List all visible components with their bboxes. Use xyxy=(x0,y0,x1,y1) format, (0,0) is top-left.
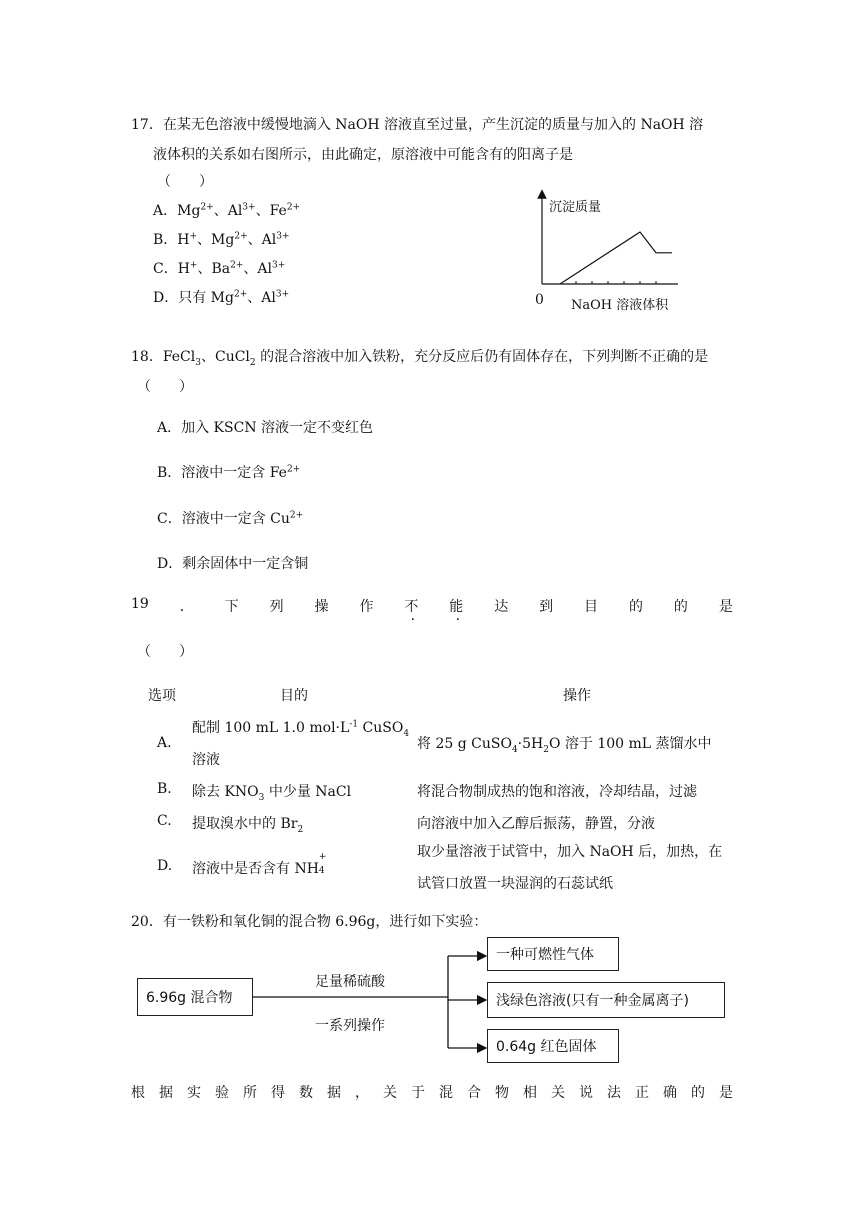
q18-option-b: B．溶液中一定含 $Fe^{2+}$ xyxy=(157,464,301,481)
q20-arrows xyxy=(250,950,495,1060)
q17-option-d: D．只有 $Mg^{2+}$、$Al^{3+}$ xyxy=(153,289,290,306)
q19-row-a-operation: 将 25 g $CuSO_4\cdot 5H_2O$ 溶于 100 mL 蒸馏水中 xyxy=(417,736,712,755)
q20-start-box: 6.96g 混合物 xyxy=(137,978,253,1016)
q20-output-solid: 0.64g 红色固体 xyxy=(487,1029,619,1063)
q20-process-label: 一系列操作 xyxy=(315,1018,385,1034)
q17-option-a: A．$Mg^{2+}$、$Al^{3+}$、$Fe^{2+}$ xyxy=(153,202,301,219)
q20-output-solution: 浅绿色溶液(只有一种金属离子) xyxy=(487,982,725,1018)
q17-option-b: B．H+、$Mg^{2+}$、$Al^{3+}$ xyxy=(153,231,290,248)
q19-emphasis-char: 能 . xyxy=(449,596,463,616)
q19-row-a-goal: 配制 100 mL 1.0 $mol\cdot L^{-1}$ CuSO$_4$ xyxy=(192,719,410,739)
q19-row-b-operation: 将混合物制成热的饱和溶液，冷却结晶，过滤 xyxy=(417,784,697,800)
q19-row-c-goal: 提取溴水中的 $Br_2$ xyxy=(192,816,304,835)
q19-row-d-goal: 溶液中是否含有 NH + 4 xyxy=(192,852,327,877)
q19-row-a-label: A. xyxy=(157,735,172,751)
q20-reagent-label: 足量稀硫酸 xyxy=(315,974,385,990)
q17-graph-origin: 0 xyxy=(535,292,544,308)
q18-option-c: C．溶液中一定含 $Cu^{2+}$ xyxy=(157,510,304,527)
q19-emphasis-char: 不 . xyxy=(404,596,418,616)
q19-row-d-label: D. xyxy=(157,858,173,874)
q19-row-c-operation: 向溶液中加入乙醇后振荡，静置，分液 xyxy=(417,816,655,832)
q17-graph-ylabel: 沉淀质量 xyxy=(549,200,602,215)
q17-line1: 17．在某无色溶液中缓慢地滴入 NaOH 溶液直至过量，产生沉淀的质量与加入的 NaOH 溶 xyxy=(131,117,704,133)
q19-row-d-operation-cont: 试管口放置一块湿润的石蕊试纸 xyxy=(417,876,613,892)
q17-line2: 液体积的关系如右图所示，由此确定，原溶液中可能含有的阳离子是 xyxy=(153,147,573,163)
q19-row-d-operation: 取少量溶液于试管中，加入 NaOH 后，加热，在 xyxy=(417,844,723,860)
q19-stem: 19 ． 下 列 操 作 不 . 能 . 达 到 目 的 的 是 xyxy=(131,596,733,616)
q17-graph-xlabel: NaOH 溶液体积 xyxy=(571,298,669,313)
q19-header-operation: 操作 xyxy=(563,688,591,704)
q17-graph-curve xyxy=(560,232,672,284)
q17-option-c: C．H+、$Ba^{2+}$、$Al^{3+}$ xyxy=(153,260,286,277)
q20-line1: 20．有一铁粉和氧化铜的混合物 6.96g，进行如下实验： xyxy=(131,914,488,930)
q18-option-d: D．剩余固体中一定含铜 xyxy=(157,556,309,572)
q20-bottom-line: 根 据 实 验 所 得 数 据 ， 关 于 混 合 物 相 关 说 法 正 确 的 是 xyxy=(131,1085,733,1101)
q19-row-c-label: C. xyxy=(157,813,172,829)
q19-header-goal: 目的 xyxy=(280,688,308,704)
q19-row-a-goal-cont: 溶液 xyxy=(192,752,220,768)
q19-answer-paren: （ ） xyxy=(137,644,193,660)
q19-row-b-goal: 除去 $KNO_3$ 中少量 NaCl xyxy=(192,784,352,803)
q19-header-option: 选项 xyxy=(148,688,176,704)
q17-answer-paren: （ ） xyxy=(157,174,213,190)
q18-answer-paren: （ ） xyxy=(137,379,193,395)
q18-option-a: A．加入 KSCN 溶液一定不变红色 xyxy=(157,420,374,436)
q19-row-b-label: B. xyxy=(157,781,172,797)
q18-line1: 18．FeCl$_3$、CuCl$_2$ 的混合溶液中加入铁粉，充分反应后仍有固体存在，下列判断不正确的是 xyxy=(131,349,709,368)
q20-output-gas: 一种可燃性气体 xyxy=(487,937,619,971)
